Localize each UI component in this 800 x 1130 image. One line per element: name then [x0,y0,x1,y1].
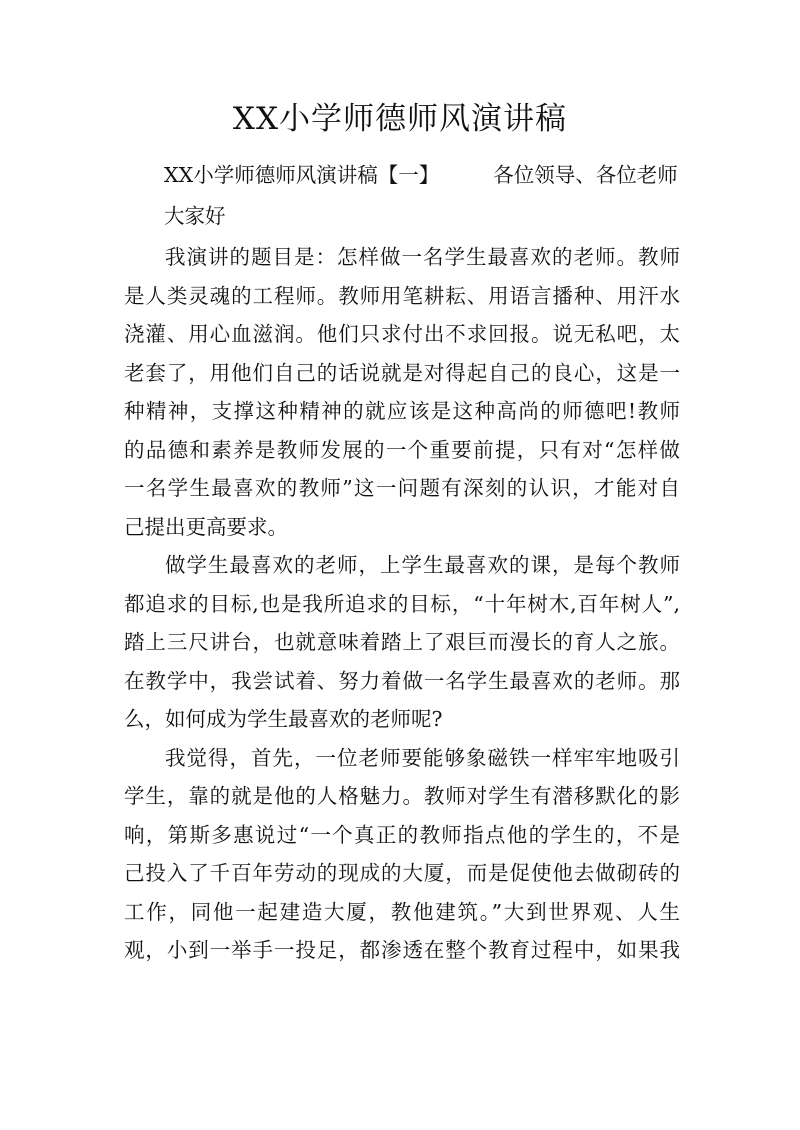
text-line: 是人类灵魂的工程师。教师用笔耕耘、用语言播种、用汗水 [124,283,680,308]
text-line: 工作，同他一起建造大厦，教他建筑。”大到世界观、人生 [124,899,680,924]
text-line: 响，第斯多惠说过“一个真正的教师指点他的学生的，不是 [124,822,680,847]
text-line: 我觉得，首先，一位老师要能够象磁铁一样牢牢地吸引 [165,745,680,770]
text-line: 观，小到一举手一投足，都渗透在整个教育过程中，如果我 [124,938,680,962]
text-line: 老套了，用他们自己的话说就是对得起自己的良心，这是一 [124,360,680,385]
text-line: 的品德和素养是教师发展的一个重要前提，只有对“怎样做 [124,437,680,462]
salutation: 各位领导、各位老师 [493,163,678,187]
text-line: 做学生最喜欢的老师，上学生最喜欢的课，是每个教师 [165,553,680,577]
text-line: 己提出更高要求。 [124,514,288,539]
subheading-row [164,162,684,188]
text-line: 我演讲的题目是：怎样做一名学生最喜欢的老师。教师 [165,245,680,269]
text-line: 都追求的目标,也是我所追求的目标，“十年树木,百年树人”, [124,591,680,616]
text-line: 么，如何成为学生最喜欢的老师呢? [124,707,443,731]
text-line: 踏上三尺讲台，也就意味着踏上了艰巨而漫长的育人之旅。 [124,630,680,654]
text-line: 浇灌、用心血滋润。他们只求付出不求回报。说无私吧，太 [124,322,680,346]
text-line: 学生，靠的就是他的人格魅力。教师对学生有潜移默化的影 [124,784,680,808]
subheading: XX小学师德师风演讲稿【一】 [164,163,440,187]
text-line: 一名学生最喜欢的教师”这一问题有深刻的认识，才能对自 [124,476,680,500]
text-line: 种精神，支撑这种精神的就应该是这种高尚的师德吧!教师 [124,399,680,423]
text-line: 己投入了千百年劳动的现成的大厦，而是促使他去做砌砖的 [124,861,680,885]
page-title: XX小学师德师风演讲稿 [232,101,568,137]
paragraph-3 [124,739,680,970]
paragraph-2 [124,546,680,739]
text-line: 在教学中，我尝试着、努力着做一名学生最喜欢的老师。那 [124,668,680,693]
body-text [124,238,680,970]
paragraph-1 [124,238,680,546]
greeting: 大家好 [164,204,226,228]
